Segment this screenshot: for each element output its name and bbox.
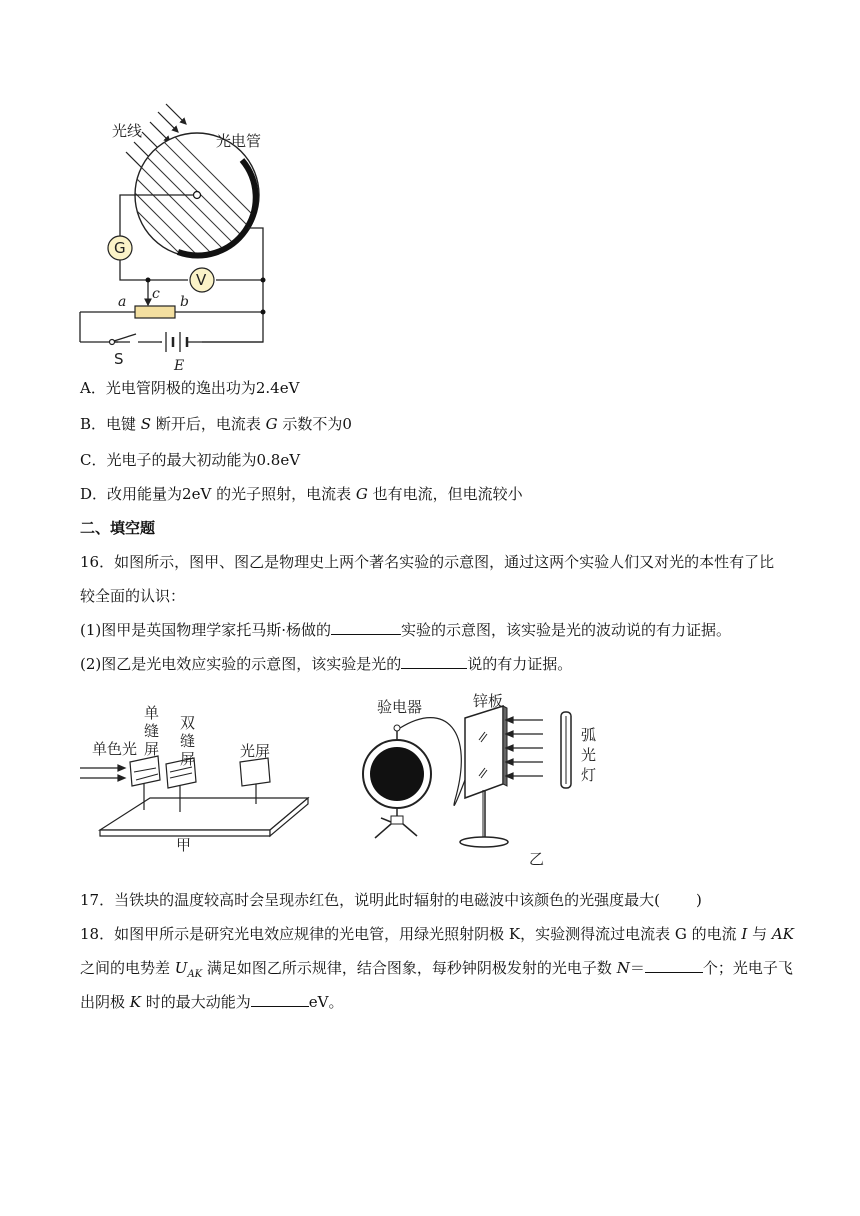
label-b: b (180, 294, 189, 310)
option-b: B．电键 S 断开后，电流表 G 示数不为0 (80, 415, 352, 433)
label-v: V (196, 271, 207, 289)
label-zinc-plate: 锌板 (473, 692, 504, 710)
light-screen (240, 758, 270, 786)
q16-sub1: (1)图甲是英国物理学家托马斯·杨做的 实验的示意图，该实验是光的波动说的有力证据。 (80, 621, 732, 639)
zinc-plate (465, 706, 503, 798)
label-single-slit: 单缝屏 (144, 704, 160, 758)
label-c: c (152, 286, 160, 302)
answer-blank[interactable] (331, 620, 401, 635)
double-slit-diagram (80, 700, 340, 860)
label-electroscope: 验电器 (377, 698, 423, 716)
option-a: A．光电管阴极的逸出功为2.4eV (80, 379, 300, 397)
label-s: S (114, 350, 124, 368)
anode (194, 192, 201, 199)
q16-sub2: (2)图乙是光电效应实验的示意图，该实验是光的 说的有力证据。 (80, 655, 573, 673)
answer-blank[interactable] (401, 654, 467, 669)
answer-blank[interactable] (645, 958, 703, 973)
uv-light-rays (506, 717, 543, 779)
label-mono-light: 单色光 (92, 740, 138, 758)
rheostat (135, 306, 175, 318)
q16-line1: 16．如图所示，图甲、图乙是物理史上两个著名实验的示意图，通过这两个实验人们又对光的本性有了比 (80, 553, 775, 571)
option-c: C．光电子的最大初动能为0.8eV (80, 451, 301, 469)
q18-line1: 18．如图甲所示是研究光电效应规律的光电管，用绿光照射阴极 K，实验测得流过电流表 G 的电流 I 与 AK (80, 925, 794, 943)
q18-line2: 之间的电势差 $U_{AK}$ 满足如图乙所示规律，结合图象，每秒钟阴极发射的光电子数 N＝ 个；光电子飞 (80, 959, 793, 980)
q18-line3: 出阴极 K 时的最大动能为 eV。 (80, 993, 344, 1011)
q17: 17．当铁块的温度较高时会呈现赤红色，说明此时辐射的电磁波中该颜色的光强度最大( ) (80, 891, 702, 909)
label-tube: 光电管 (216, 132, 262, 150)
caption-jia: 甲 (176, 836, 192, 854)
photoelectric-effect-diagram (355, 690, 625, 870)
option-d: D．改用能量为2eV 的光子照射，电流表 G 也有电流，但电流较小 (80, 485, 523, 503)
label-e: E (174, 358, 185, 374)
label-g: G (114, 239, 126, 257)
switch (110, 340, 115, 345)
label-light-screen: 光屏 (240, 742, 271, 760)
label-a: a (118, 294, 127, 310)
caption-yi: 乙 (529, 850, 545, 868)
single-slit-screen (130, 756, 160, 786)
photoelectric-circuit-diagram (70, 100, 290, 380)
label-light: 光线 (112, 122, 143, 140)
q16-line2: 较全面的认识： (80, 587, 186, 605)
section-heading: 二、填空题 (80, 519, 156, 537)
label-arc-lamp: 弧光灯 (581, 726, 597, 784)
answer-blank[interactable] (251, 992, 309, 1007)
label-double-slit: 双缝屏 (180, 714, 196, 768)
